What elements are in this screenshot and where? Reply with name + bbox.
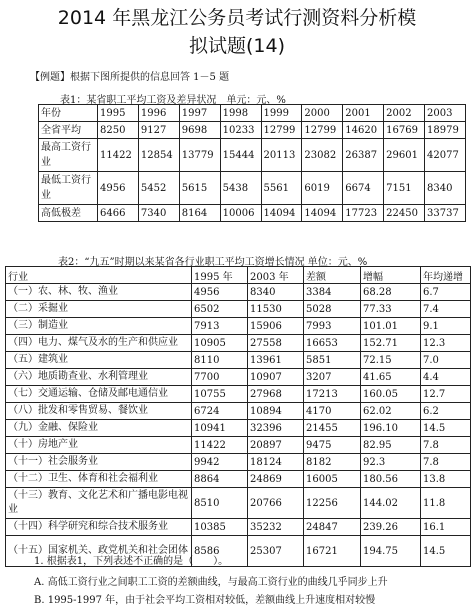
table2-row <box>6 335 471 352</box>
table2-header-cell: 行业 <box>6 267 192 284</box>
table1-header-cell: 1997 <box>179 105 220 122</box>
table2-2003-cell: 25307 <box>248 536 304 567</box>
table1-header-cell: 年份 <box>39 105 98 122</box>
table2-2003-cell: 18124 <box>248 454 304 471</box>
table2-diff-cell: 3384 <box>304 284 361 301</box>
table2-industry-cell: （八）批发和零售贸易、餐饮业 <box>6 403 192 420</box>
table1-cell: 10006 <box>220 205 261 222</box>
table2-header-row <box>6 267 471 284</box>
table1-cell: 7151 <box>384 172 425 205</box>
table2-industry-cell: （六）地质勘查业、水利管理业 <box>6 369 192 386</box>
table2-diff-cell: 17213 <box>304 386 361 403</box>
table2-growth-cell: 196.10 <box>361 420 421 437</box>
table2-diff-cell: 16653 <box>304 335 361 352</box>
table1-average-wage <box>38 104 466 222</box>
table2-annual-cell: 7.0 <box>421 352 471 369</box>
table2-annual-cell: 7.8 <box>421 454 471 471</box>
table1-header-cell: 1999 <box>261 105 302 122</box>
table2-2003-cell: 11530 <box>248 301 304 318</box>
table2-industry-cell: （十四）科学研究和综合技术服务业 <box>6 519 192 536</box>
table2-growth-cell: 101.01 <box>361 318 421 335</box>
table2-2003-cell: 24869 <box>248 471 304 488</box>
table2-diff-cell: 5851 <box>304 352 361 369</box>
table1-cell: 6674 <box>343 172 384 205</box>
table1-cell: 4956 <box>98 172 139 205</box>
table1-cell: 12799 <box>261 122 302 139</box>
table2-growth-cell: 239.26 <box>361 519 421 536</box>
table2-row <box>6 301 471 318</box>
table2-diff-cell: 21455 <box>304 420 361 437</box>
table2-diff-cell: 7993 <box>304 318 361 335</box>
table2-annual-cell: 12.7 <box>421 386 471 403</box>
table2-1995-cell: 10385 <box>192 519 248 536</box>
table2-annual-cell: 7.8 <box>421 437 471 454</box>
table2-diff-cell: 16005 <box>304 471 361 488</box>
table2-1995-cell: 8510 <box>192 488 248 519</box>
table2-2003-cell: 20766 <box>248 488 304 519</box>
table2-industry-cell: （五）建筑业 <box>6 352 192 369</box>
table1-cell: 5561 <box>261 172 302 205</box>
table2-industry-cell: （十三）教育、文化艺术和广播电影电视业 <box>6 488 192 519</box>
table2-industry-cell: （十五）国家机关、政党机关和社会团体 <box>6 536 192 567</box>
table2-2003-cell: 35232 <box>248 519 304 536</box>
table2-2003-cell: 10907 <box>248 369 304 386</box>
table2-2003-cell: 32396 <box>248 420 304 437</box>
table1-row <box>39 172 466 205</box>
table1-row-label: 高低极差 <box>39 205 98 222</box>
table1-cell: 26387 <box>343 139 384 172</box>
table2-2003-cell: 27968 <box>248 386 304 403</box>
table1-cell: 29601 <box>384 139 425 172</box>
table2-growth-cell: 152.71 <box>361 335 421 352</box>
table2-annual-cell: 9.1 <box>421 318 471 335</box>
table2-industry-cell: （十一）社会服务业 <box>6 454 192 471</box>
table2-row <box>6 352 471 369</box>
table1-cell: 23082 <box>302 139 343 172</box>
table1-cell: 20113 <box>261 139 302 172</box>
table1-row <box>39 139 466 172</box>
table1-cell: 42077 <box>425 139 466 172</box>
table2-row <box>6 471 471 488</box>
table2-row <box>6 318 471 335</box>
table2-2003-cell: 27558 <box>248 335 304 352</box>
table1-row <box>39 205 466 222</box>
table2-1995-cell: 10905 <box>192 335 248 352</box>
table1-header-cell: 2002 <box>384 105 425 122</box>
table2-caption: 表2：“九五”时期以来某省各行业职工平均工资增长情况 单位：元、% <box>58 257 368 268</box>
table1-cell: 8340 <box>425 172 466 205</box>
table1-header-cell: 2000 <box>302 105 343 122</box>
table1-header-cell: 2003 <box>425 105 466 122</box>
table1-cell: 12854 <box>138 139 179 172</box>
table2-industry-cell: （七）交通运输、仓储及邮电通信业 <box>6 386 192 403</box>
table2-header-cell: 1995 年 <box>192 267 248 284</box>
table2-diff-cell: 4170 <box>304 403 361 420</box>
table2-growth-cell: 144.02 <box>361 488 421 519</box>
table2-industry-wage-growth <box>5 266 471 567</box>
option-b: B. 1995-1997 年，由于社会平均工资相对较低，差额曲线上升速度相对较慢 <box>34 595 376 606</box>
table2-diff-cell: 24847 <box>304 519 361 536</box>
table2-row <box>6 403 471 420</box>
table2-row <box>6 437 471 454</box>
table1-cell: 17723 <box>343 205 384 222</box>
table1-cell: 16769 <box>384 122 425 139</box>
table2-row <box>6 519 471 536</box>
table2-1995-cell: 6724 <box>192 403 248 420</box>
table2-1995-cell: 11422 <box>192 437 248 454</box>
table2-row <box>6 454 471 471</box>
table1-cell: 6019 <box>302 172 343 205</box>
table1-cell: 33737 <box>425 205 466 222</box>
table2-1995-cell: 9942 <box>192 454 248 471</box>
table2-1995-cell: 10755 <box>192 386 248 403</box>
table2-growth-cell: 92.3 <box>361 454 421 471</box>
table1-header-row <box>39 105 466 122</box>
table1-cell: 11422 <box>98 139 139 172</box>
table2-growth-cell: 72.15 <box>361 352 421 369</box>
table2-growth-cell: 77.33 <box>361 301 421 318</box>
table1-caption: 表1：某省职工平均工资及差异状况 单元：元、% <box>60 95 286 106</box>
table2-2003-cell: 13961 <box>248 352 304 369</box>
table2-header-cell: 年均递增 <box>421 267 471 284</box>
table1-row-label: 最低工资行业 <box>39 172 98 205</box>
table2-row <box>6 284 471 301</box>
table2-annual-cell: 13.8 <box>421 471 471 488</box>
table2-2003-cell: 20897 <box>248 437 304 454</box>
table1-cell: 14620 <box>343 122 384 139</box>
table2-industry-cell: （四）电力、煤气及水的生产和供应业 <box>6 335 192 352</box>
table1-row-label: 全省平均 <box>39 122 98 139</box>
table1-cell: 5438 <box>220 172 261 205</box>
table1-cell: 7340 <box>138 205 179 222</box>
table1-cell: 22450 <box>384 205 425 222</box>
table2-row <box>6 420 471 437</box>
table1-cell: 5615 <box>179 172 220 205</box>
table2-row <box>6 386 471 403</box>
table2-diff-cell: 9475 <box>304 437 361 454</box>
table1-row <box>39 122 466 139</box>
table1-cell: 10233 <box>220 122 261 139</box>
table2-row <box>6 488 471 519</box>
table2-1995-cell: 7913 <box>192 318 248 335</box>
table1-cell: 8164 <box>179 205 220 222</box>
table2-header-cell: 增幅 <box>361 267 421 284</box>
table1-cell: 13779 <box>179 139 220 172</box>
table2-1995-cell: 4956 <box>192 284 248 301</box>
table1-cell: 15444 <box>220 139 261 172</box>
table2-diff-cell: 3207 <box>304 369 361 386</box>
document-title-line1: 2014 年黑龙江公务员考试行测资料分析模 <box>57 7 417 29</box>
table1-header-cell: 1995 <box>98 105 139 122</box>
table2-annual-cell: 14.5 <box>421 420 471 437</box>
table2-annual-cell: 6.2 <box>421 403 471 420</box>
table1-cell: 8250 <box>98 122 139 139</box>
table1-cell: 14094 <box>261 205 302 222</box>
table2-annual-cell: 11.8 <box>421 488 471 519</box>
table2-2003-cell: 8340 <box>248 284 304 301</box>
table2-growth-cell: 41.65 <box>361 369 421 386</box>
table2-industry-cell: （一）农、林、牧、渔业 <box>6 284 192 301</box>
document-title-line2: 拟试题(14) <box>188 35 285 57</box>
table2-industry-cell: （三）制造业 <box>6 318 192 335</box>
table2-annual-cell: 4.4 <box>421 369 471 386</box>
table2-annual-cell: 14.5 <box>421 536 471 567</box>
table1-header-cell: 2001 <box>343 105 384 122</box>
table2-row <box>6 369 471 386</box>
table1-row-label: 最高工资行业 <box>39 139 98 172</box>
table2-1995-cell: 10941 <box>192 420 248 437</box>
table2-annual-cell: 16.1 <box>421 519 471 536</box>
table2-growth-cell: 68.28 <box>361 284 421 301</box>
table2-1995-cell: 8110 <box>192 352 248 369</box>
table2-diff-cell: 12256 <box>304 488 361 519</box>
example-intro: 【例题】根据下图所提供的信息回答 1－5 题 <box>30 72 230 83</box>
table2-growth-cell: 180.56 <box>361 471 421 488</box>
table2-growth-cell: 160.05 <box>361 386 421 403</box>
table1-cell: 9127 <box>138 122 179 139</box>
table2-growth-cell: 82.95 <box>361 437 421 454</box>
table2-diff-cell: 8182 <box>304 454 361 471</box>
table2-annual-cell: 7.4 <box>421 301 471 318</box>
table2-2003-cell: 15906 <box>248 318 304 335</box>
table2-industry-cell: （九）金融、保险业 <box>6 420 192 437</box>
table1-cell: 12799 <box>302 122 343 139</box>
table1-header-cell: 1998 <box>220 105 261 122</box>
table1-header-cell: 1996 <box>138 105 179 122</box>
table2-diff-cell: 5028 <box>304 301 361 318</box>
table2-1995-cell: 7700 <box>192 369 248 386</box>
table2-1995-cell: 6502 <box>192 301 248 318</box>
table2-1995-cell: 8864 <box>192 471 248 488</box>
table2-industry-cell: （十）房地产业 <box>6 437 192 454</box>
table1-cell: 9698 <box>179 122 220 139</box>
table2-annual-cell: 12.3 <box>421 335 471 352</box>
table1-cell: 6466 <box>98 205 139 222</box>
table2-growth-cell: 194.75 <box>361 536 421 567</box>
table2-growth-cell: 62.02 <box>361 403 421 420</box>
option-a: A. 高低工资行业之间职工工资的差额曲线，与最高工资行业的曲线几乎同步上升 <box>34 577 388 588</box>
table2-industry-cell: （十二）卫生、体育和社会福利业 <box>6 471 192 488</box>
table2-industry-cell: （二）采掘业 <box>6 301 192 318</box>
table2-1995-cell: 8586 <box>192 536 248 567</box>
table2-2003-cell: 10894 <box>248 403 304 420</box>
table1-cell: 14094 <box>302 205 343 222</box>
table1-cell: 18979 <box>425 122 466 139</box>
table1-cell: 5452 <box>138 172 179 205</box>
table2-header-cell: 差额 <box>304 267 361 284</box>
table2-header-cell: 2003 年 <box>248 267 304 284</box>
question-1: 1. 根据表1，下列表述不正确的是（ ）。 <box>34 556 229 567</box>
table2-annual-cell: 6.7 <box>421 284 471 301</box>
table2-diff-cell: 16721 <box>304 536 361 567</box>
